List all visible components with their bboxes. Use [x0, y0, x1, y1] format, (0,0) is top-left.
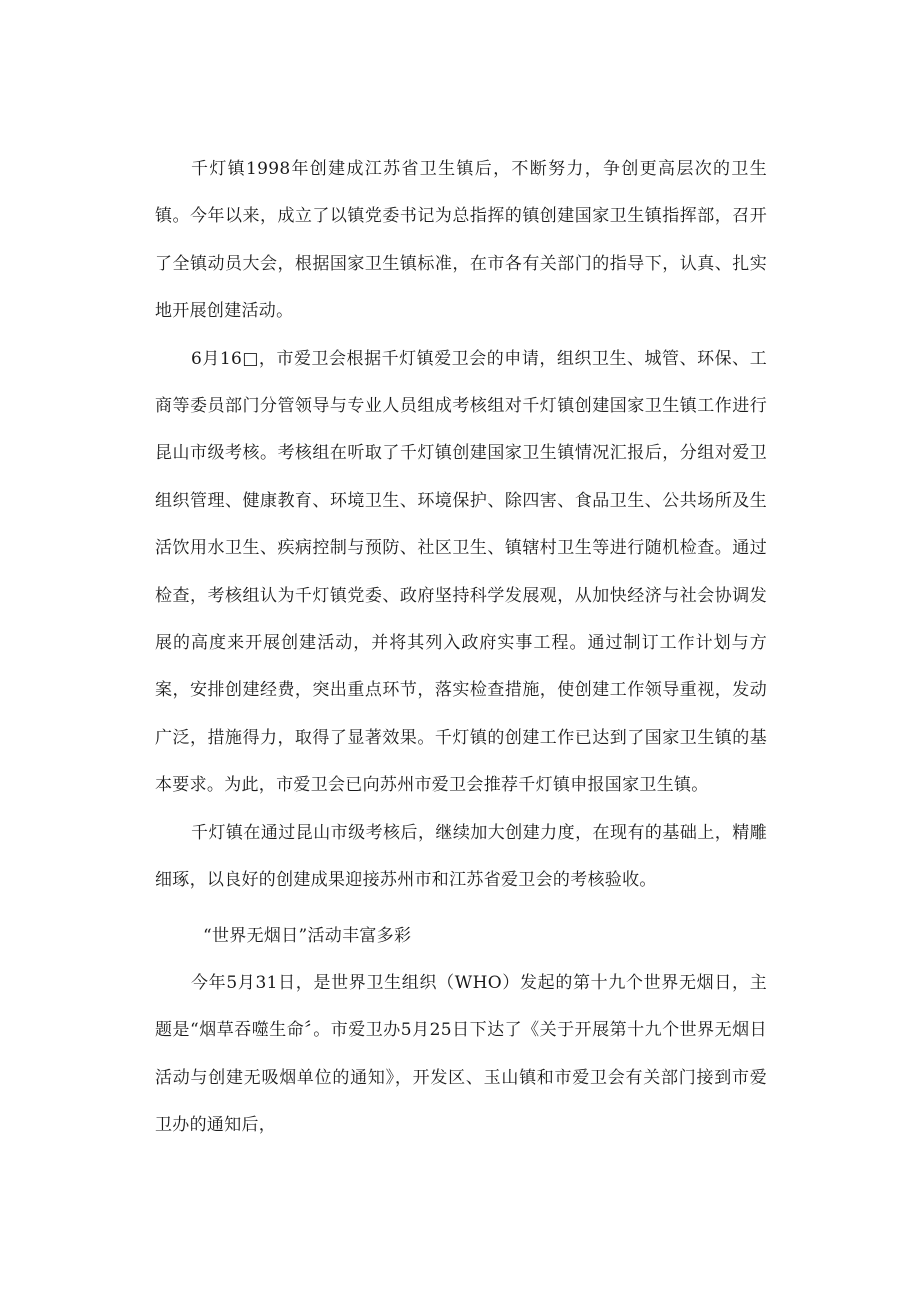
paragraph-creation-history: 千灯镇1998年创建成江苏省卫生镇后，不断努力，争创更高层次的卫生镇。今年以来，成立了以镇党委书记为总指挥的镇创建国家卫生镇指挥部，召开了全镇动员大会，根据国家卫生镇标准，在市各有关部门的指导下，认真、扎实地开展创建活动。 [155, 159, 767, 322]
paragraph-no-tobacco-day: 今年5月31日，是世界卫生组织（WHO）发起的第十九个世界无烟日，主题是“烟草吞噬生命〞。市爱卫办5月25日下达了《关于开展第十九个世界无烟日活动与创建无吸烟单位的通知》，开发区、玉山镇和市爱卫会有关部门接到市爱卫办的通知后， [155, 972, 767, 1136]
paragraph-city-assessment: 6月16□，市爱卫会根据千灯镇爱卫会的申请，组织卫生、城管、环保、工商等委员部门分管领导与专业人员组成考核组对千灯镇创建国家卫生镇工作进行昆山市级考核。考核组在听取了千灯镇创建国家卫生镇情况汇报后，分组对爱卫组织管理、健康教育、环境卫生、环境保护、除四害、食品卫生、公共场所及生活饮用水卫生、疾病控制与预防、社区卫生、镇辖村卫生等进行随机检查。通过检查，考核组认为千灯镇党委、政府坚持科学发展观，从加快经济与社会协调发展的高度来开展创建活动，并将其列入政府实事工程。通过制订工作计划与方案，安排创建经费，突出重点环节，落实检查措施，使创建工作领导重视，发动广泛，措施得力，取得了显著效果。千灯镇的创建工作已达到了国家卫生镇的基本要求。为此，市爱卫会已向苏州市爱卫会推荐千灯镇申报国家卫生镇。 [155, 348, 767, 796]
paragraph-continued-effort: 千灯镇在通过昆山市级考核后，继续加大创建力度，在现有的基础上，精雕细琢，以良好的创建成果迎接苏州市和江苏省爱卫会的考核验收。 [155, 822, 767, 891]
document-body [155, 146, 767, 1150]
section-heading: “世界无烟日”活动丰富多彩 [203, 925, 412, 946]
